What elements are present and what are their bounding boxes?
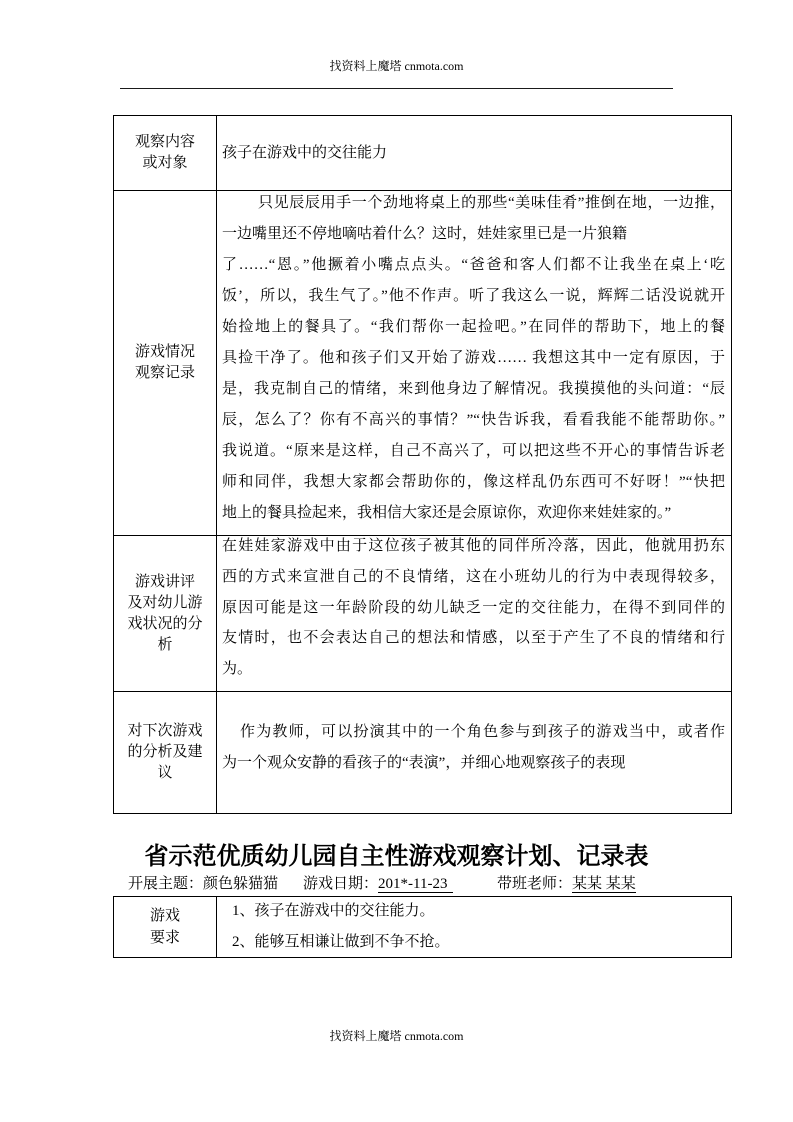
content-line: 我说道。“原来是这样，自己不高兴了，可以把这些不开心的事情告诉老 <box>222 443 725 459</box>
date-value: 201*-11-23 <box>378 876 453 893</box>
table-row-game-requirements <box>114 897 731 957</box>
row-label-line: 要求 <box>149 930 180 946</box>
theme-label: 开展主题： <box>128 876 204 892</box>
row-label-line: 析 <box>157 636 173 653</box>
requirement-item: 2、能够互相谦让做到不争不抢。 <box>232 934 450 950</box>
table-row-game-record <box>114 190 731 535</box>
observation-record-table <box>113 115 732 814</box>
row-label <box>114 536 217 691</box>
game-requirements-table <box>113 896 732 958</box>
table-row-next-game-suggestion <box>114 691 731 813</box>
table-row-observation-target <box>114 116 731 190</box>
content-line: 一边嘴里还不停地嘀咕着什么？这时，娃娃家里已是一片狼籍 <box>222 226 628 242</box>
row-label-line: 游戏 <box>149 908 180 924</box>
content-line: 饭’，所以，我生气了。”他不作声。听了我这么一说，辉辉二话没说就开 <box>222 288 725 304</box>
table-row-game-analysis <box>114 535 731 691</box>
row-content <box>217 692 731 813</box>
row-label-line: 观察内容 <box>134 134 195 150</box>
row-label <box>114 191 217 535</box>
row-content <box>217 191 731 535</box>
row-label-line: 游戏讲评 <box>134 573 195 590</box>
content-line: 地上的餐具捡起来，我相信大家还是会原谅你，欢迎你来娃娃家的。” <box>222 505 672 521</box>
row-content <box>217 897 731 957</box>
content-line: 西的方式来宣泄自己的不良情绪，这在小班幼儿的行为中表现得较多， <box>222 568 725 585</box>
content-line: 孩子在游戏中的交往能力 <box>222 144 388 161</box>
row-label-line: 戏状况的分 <box>127 615 203 632</box>
page-header: 找资料上魔塔 cnmota.com <box>329 59 464 73</box>
meta-teacher <box>497 875 636 893</box>
content-line: 具捡干净了。他和孩子们又开始了游戏…… 我想这其中一定有原因，于 <box>222 350 725 366</box>
meta-theme <box>128 875 278 893</box>
date-label: 游戏日期： <box>303 876 379 892</box>
row-label-line: 或对象 <box>142 155 188 171</box>
content-line: 作为教师，可以扮演其中的一个角色参与到孩子的游戏当中，或者作 <box>240 724 725 740</box>
teacher-label: 带班老师： <box>497 876 573 892</box>
row-content <box>217 116 731 190</box>
content-line: 了……“恩。”他撅着小嘴点点头。“爸爸和客人们都不让我坐在桌上‘吃 <box>222 257 725 273</box>
row-label <box>114 116 217 190</box>
content-line: 师和同伴，我想大家都会帮助你的，像这样乱仍东西可不好呀！”“快把 <box>222 474 725 490</box>
content-line: 辰，怎么了？你有不高兴的事情？”“快告诉我，看看我能不能帮助你。” <box>222 412 725 428</box>
content-line: 只见辰辰用手一个劲地将桌上的那些“美味佳肴”推倒在地，一边推， <box>258 195 725 211</box>
content-lines <box>222 191 725 529</box>
content-line: 在娃娃家游戏中由于这位孩子被其他的同伴所冷落，因此，他就用扔东 <box>222 538 725 554</box>
row-label-line: 议 <box>157 765 173 781</box>
content-line: 原因可能是这一年龄阶段的幼儿缺乏一定的交往能力，在得不到同伴的 <box>222 599 725 616</box>
content-lines <box>222 536 725 685</box>
content-line: 友情时，也不会表达自己的想法和情感，以至于产生了不良的情绪和行 <box>222 630 725 647</box>
teacher-value: 某某 某某 <box>572 876 636 892</box>
content-line: 为一个观众安静的看孩子的“表演”，并细心地观察孩子的表现 <box>222 755 626 771</box>
row-label-line: 的分析及建 <box>127 744 203 760</box>
theme-value: 颜色躲猫猫 <box>203 876 279 892</box>
header-rule <box>120 88 673 89</box>
row-label-line: 观察记录 <box>134 365 195 381</box>
row-label-line: 及对幼儿游 <box>127 594 203 611</box>
content-line: 是，我克制自己的情绪，来到他身边了解情况。我摸摸他的头问道：“辰 <box>222 381 725 397</box>
page-footer: 找资料上魔塔 cnmota.com <box>329 1029 464 1043</box>
row-label-line: 游戏情况 <box>134 344 195 360</box>
meta-date <box>303 875 453 893</box>
content-line: 始捡地上的餐具了。“我们帮你一起捡吧。”在同伴的帮助下，地上的餐 <box>222 319 725 335</box>
row-label <box>114 692 217 813</box>
form-title: 省示范优质幼儿园自主性游戏观察计划、记录表 <box>144 844 649 870</box>
row-content <box>217 536 731 691</box>
content-lines <box>222 717 725 779</box>
content-lines <box>232 897 725 957</box>
content-lines <box>222 143 725 164</box>
requirement-item: 1、孩子在游戏中的交往能力。 <box>232 903 435 919</box>
row-label-line: 对下次游戏 <box>127 723 203 739</box>
row-label <box>114 897 217 957</box>
content-line: 为。 <box>222 661 253 677</box>
